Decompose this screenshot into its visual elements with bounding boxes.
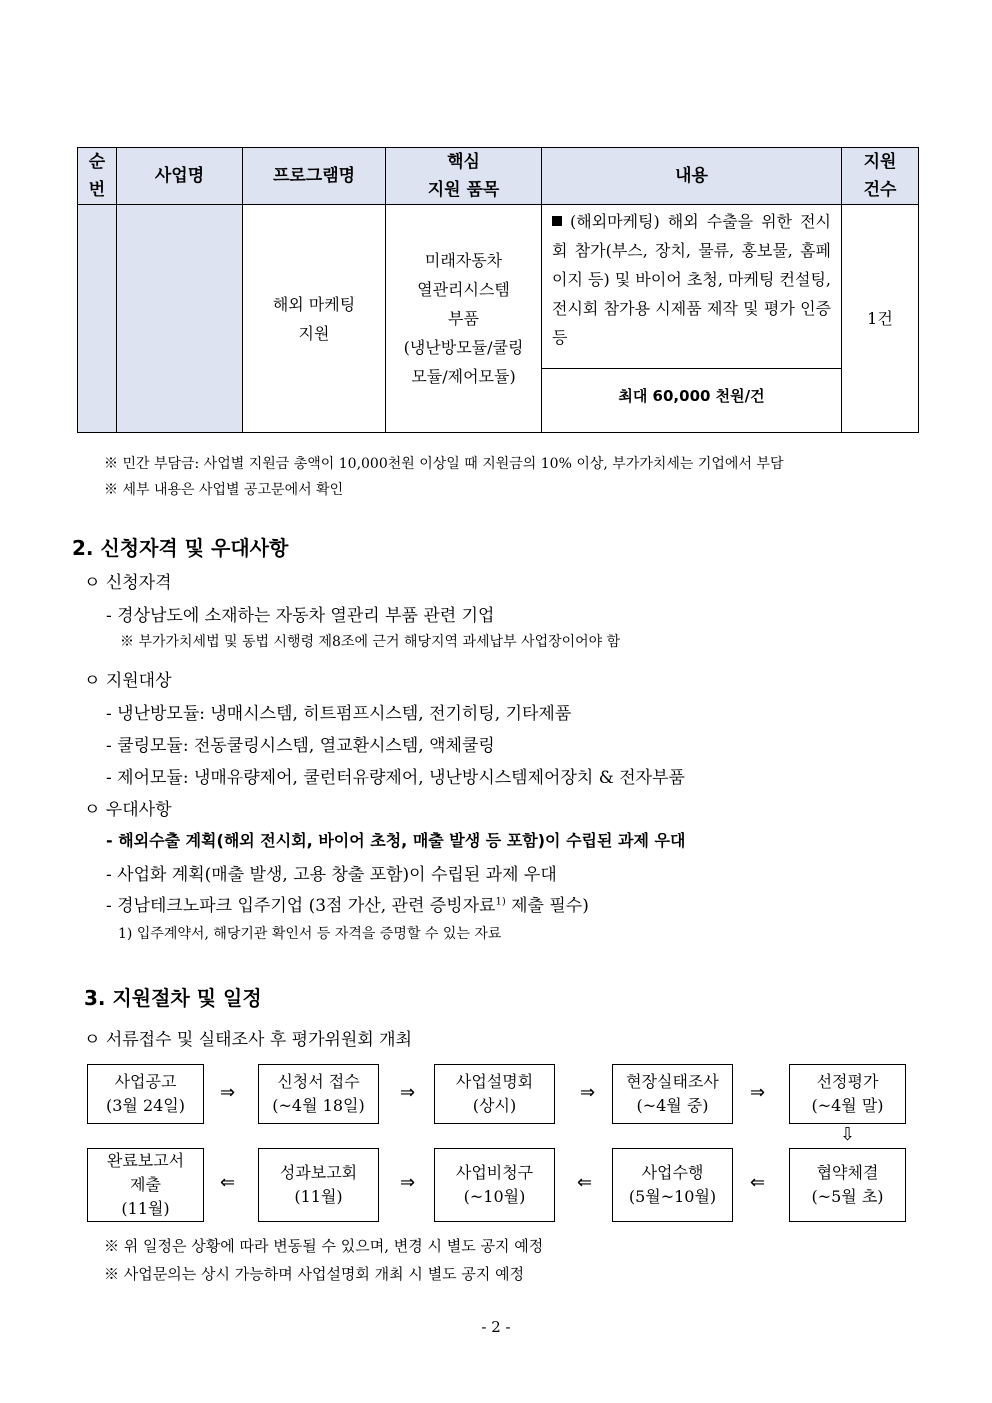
step-label: 사업설명회 (455, 1072, 534, 1091)
support-table (77, 147, 919, 433)
footnote: 1) 입주계약서, 해당기관 확인서 등 자격을 증명할 수 있는 자료 (118, 926, 502, 942)
page-number: - 2 - (481, 1318, 511, 1336)
preference-item: - 사업화 계획(매출 발생, 고용 창출 포함)이 수립된 과제 우대 (106, 865, 557, 885)
max-amount: 최대 60,000 천원/건 (618, 387, 765, 405)
header-no: 순 번 (78, 148, 117, 205)
step-date: (3월 24일) (105, 1096, 186, 1115)
flow-step-briefing (434, 1064, 555, 1124)
flow-step-expense-claim (434, 1148, 555, 1222)
cell-content (542, 205, 842, 433)
step-label: 제출 (130, 1175, 161, 1194)
right-arrow-icon: ⇒ (400, 1082, 416, 1103)
left-arrow-icon: ⇐ (577, 1172, 593, 1193)
right-arrow-icon: ⇒ (220, 1082, 236, 1103)
preference-tail: 제출 필수) (505, 896, 589, 916)
step-date: (~4월 중) (636, 1096, 709, 1115)
table-header-row (78, 148, 919, 205)
cell-count: 1건 (842, 205, 919, 433)
preference-title: ㅇ 우대사항 (84, 800, 172, 820)
cell-no (78, 205, 117, 433)
right-arrow-icon: ⇒ (400, 1172, 416, 1193)
step-label: 사업비청구 (455, 1163, 534, 1182)
flow-step-application (258, 1064, 379, 1124)
step-date: (5월~10월) (628, 1187, 717, 1206)
step-date: (~5월 초) (811, 1187, 884, 1206)
step-label: 성과보고회 (279, 1163, 358, 1182)
flow-step-results-report (258, 1148, 379, 1222)
header-content: 내용 (542, 148, 842, 205)
target-item: - 제어모듈: 냉매유량제어, 쿨런터유량제어, 냉난방시스템제어장치 & 전자부품 (106, 768, 685, 788)
schedule-note: ※ 위 일정은 상황에 따라 변동될 수 있으며, 변경 시 별도 공지 예정 (104, 1237, 544, 1255)
step-date: (11월) (294, 1187, 343, 1206)
step-date: (~4월 말) (811, 1096, 884, 1115)
flow-step-announcement (87, 1064, 204, 1124)
left-arrow-icon: ⇐ (750, 1172, 766, 1193)
flow-step-execution (612, 1148, 733, 1222)
step-label: 선정평가 (816, 1072, 879, 1091)
section3-title: 3. 지원절차 및 일정 (84, 986, 262, 1010)
section2-title: 2. 신청자격 및 우대사항 (72, 536, 289, 560)
flow-step-agreement (789, 1148, 906, 1222)
left-arrow-icon: ⇐ (220, 1172, 236, 1193)
header-count: 지원 건수 (842, 148, 919, 205)
inquiry-note: ※ 사업문의는 상시 가능하며 사업설명회 개최 시 별도 공지 예정 (104, 1265, 525, 1283)
content-description (542, 205, 841, 369)
step-date: (~10월) (463, 1187, 526, 1206)
step-label: 협약체결 (816, 1163, 879, 1182)
target-item: - 냉난방모듈: 냉매시스템, 히트펌프시스템, 전기히팅, 기타제품 (106, 704, 572, 724)
flow-step-field-survey (612, 1064, 733, 1124)
note-details: ※ 세부 내용은 사업별 공고문에서 확인 (104, 482, 344, 498)
target-title: ㅇ 지원대상 (84, 671, 172, 691)
qualification-item: - 경상남도에 소재하는 자동차 열관리 부품 관련 기업 (106, 606, 495, 626)
right-arrow-icon: ⇒ (580, 1082, 596, 1103)
preference-item-bold: - 해외수출 계획(해외 전시회, 바이어 초청, 매출 발생 등 포함)이 수립된 과제 우대 (106, 831, 686, 850)
right-arrow-icon: ⇒ (750, 1082, 766, 1103)
target-item: - 쿨링모듈: 전동쿨링시스템, 열교환시스템, 액체쿨링 (106, 736, 495, 756)
note-private-share: ※ 민간 부담금: 사업별 지원금 총액이 10,000천원 이상일 때 지원금의 10% 이상, 부가가치세는 기업에서 부담 (104, 456, 784, 472)
preference-item (106, 891, 589, 916)
section3-subtitle: ㅇ 서류접수 및 실태조사 후 평가위원회 개최 (84, 1030, 413, 1050)
footnote-marker: 1) (495, 896, 506, 908)
flow-step-selection (789, 1064, 906, 1124)
header-program-name: 프로그램명 (243, 148, 386, 205)
step-date: (상시) (472, 1096, 517, 1115)
header-core-items: 핵심 지원 품목 (386, 148, 542, 205)
cell-business-name (117, 205, 243, 433)
down-arrow-icon: ⇩ (840, 1124, 856, 1145)
content-text: (해외마케팅) 해외 수출을 위한 전시회 참가(부스, 장치, 물류, 홍보물, 홈페이지 등) 및 바이어 초청, 마케팅 컨설팅, 전시회 참가용 시제품 제작 및 평가 인증 등 (552, 212, 831, 347)
table-row (78, 205, 919, 433)
step-date: (~4월 18일) (272, 1096, 365, 1115)
cell-program: 해외 마케팅 지원 (243, 205, 386, 433)
cell-items: 미래자동차 열관리시스템 부품 (냉난방모듈/쿨링 모듈/제어모듈) (386, 205, 542, 433)
step-label: 사업수행 (641, 1163, 704, 1182)
preference-text: - 경남테크노파크 입주기업 (3점 가산, 관련 증빙자료 (106, 896, 496, 916)
header-business-name: 사업명 (117, 148, 243, 205)
flow-step-final-report (87, 1148, 204, 1222)
step-label: 완료보고서 (106, 1151, 185, 1170)
qualification-note: ※ 부가가치세법 및 동법 시행령 제8조에 근거 해당지역 과세납부 사업장이어야 함 (120, 634, 621, 650)
qualification-title: ㅇ 신청자격 (84, 573, 172, 593)
step-label: 신청서 접수 (277, 1072, 360, 1091)
step-label: 사업공고 (114, 1072, 177, 1091)
step-label: 현장실태조사 (626, 1072, 719, 1091)
square-bullet-icon (552, 216, 562, 226)
step-date: (11월) (121, 1199, 170, 1218)
